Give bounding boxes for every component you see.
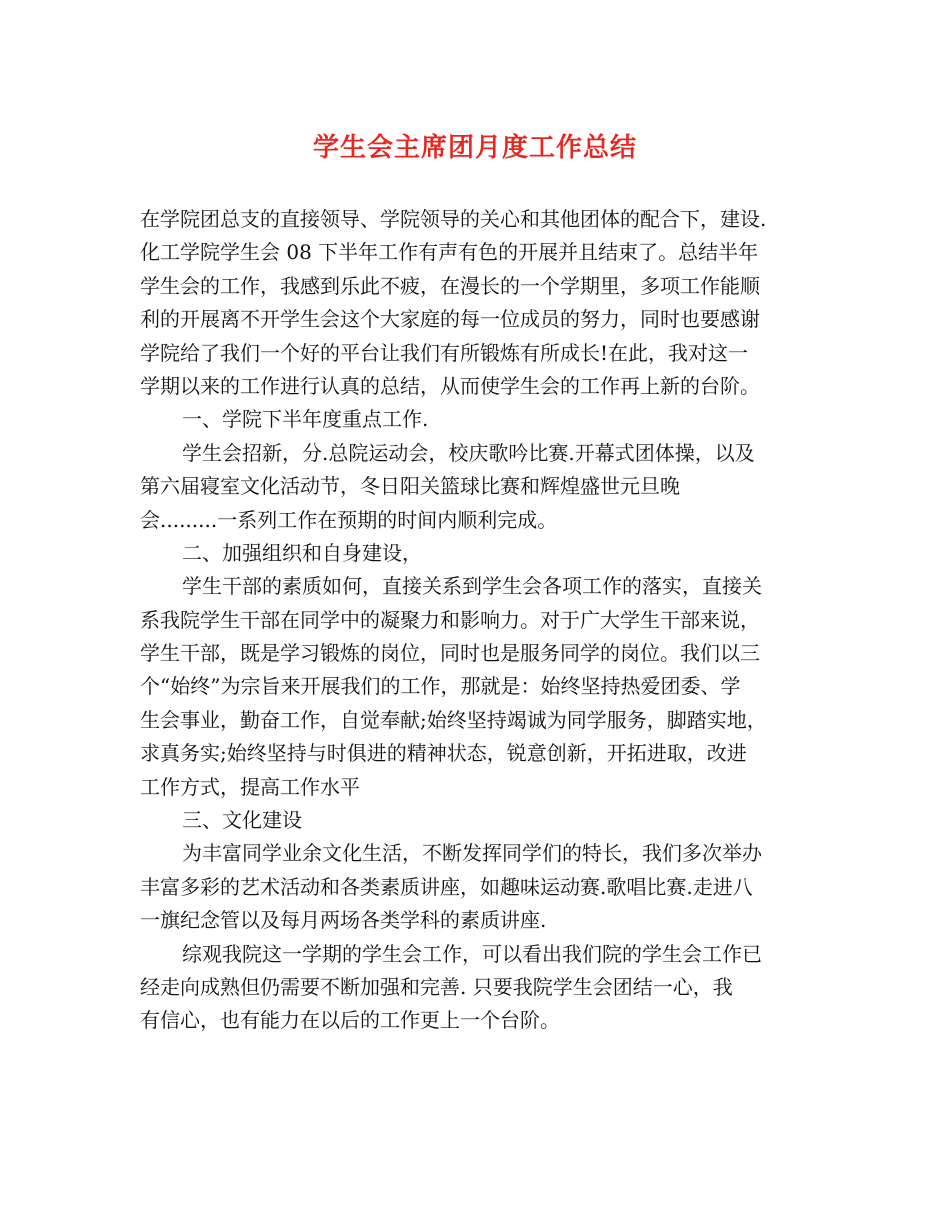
- text-line: 学期以来的工作进行认真的总结，从而使学生会的工作再上新的台阶。: [140, 373, 760, 398]
- text-line: 三、文化建设: [182, 808, 302, 833]
- page-title: 学生会主席团月度工作总结: [312, 133, 637, 163]
- text-line: 系我院学生干部在同学中的凝聚力和影响力。对于广大学生干部来说，: [140, 607, 760, 632]
- document-body: [140, 203, 830, 1038]
- text-line: 经走向成熟但仍需要不断加强和完善. 只要我院学生会团结一心，我: [140, 974, 733, 999]
- text-line: 化工学院学生会 08 下半年工作有声有色的开展并且结束了。总结半年: [140, 240, 759, 265]
- text-line: 学生干部的素质如何，直接关系到学生会各项工作的落实，直接关: [182, 574, 762, 599]
- text-line: 综观我院这一学期的学生会工作，可以看出我们院的学生会工作已: [182, 941, 762, 966]
- text-line: 第六届寝室文化活动节，冬日阳关篮球比赛和辉煌盛世元旦晚: [140, 474, 680, 499]
- text-line: 学生干部，既是学习锻炼的岗位，同时也是服务同学的岗位。我们以三: [140, 641, 760, 666]
- text-line: 一、学院下半年度重点工作.: [182, 407, 429, 432]
- text-line: 丰富多彩的艺术活动和各类素质讲座，如趣味运动赛.歌唱比赛.走进八: [140, 874, 753, 899]
- text-line: 工作方式，提高工作水平: [140, 774, 360, 799]
- text-line: 一旗纪念管以及每月两场各类学科的素质讲座.: [140, 908, 547, 933]
- text-line: 会.........一系列工作在预期的时间内顺利完成。: [140, 507, 558, 532]
- text-line: 学生会的工作，我感到乐此不疲，在漫长的一个学期里，多项工作能顺: [140, 273, 760, 298]
- text-line: 有信心，也有能力在以后的工作更上一个台阶。: [140, 1008, 560, 1033]
- text-line: 利的开展离不开学生会这个大家庭的每一位成员的努力，同时也要感谢: [140, 307, 760, 332]
- text-line: 二、加强组织和自身建设，: [182, 540, 422, 565]
- text-line: 学生会招新，分.总院运动会，校庆歌吟比赛.开幕式团体操，以及: [182, 440, 755, 465]
- text-line: 为丰富同学业余文化生活，不断发挥同学们的特长，我们多次举办: [182, 841, 762, 866]
- text-line: 生会事业，勤奋工作，自觉奉献;始终坚持竭诚为同学服务，脚踏实地，: [140, 707, 767, 732]
- text-line: 学院给了我们一个好的平台让我们有所锻炼有所成长!在此，我对这一: [140, 340, 749, 365]
- text-line: 求真务实;始终坚持与时俱进的精神状态，锐意创新，开拓进取，改进: [140, 741, 747, 766]
- text-line: 个“始终”为宗旨来开展我们的工作，那就是：始终坚持热爱团委、学: [140, 674, 741, 699]
- text-line: 在学院团总支的直接领导、学院领导的关心和其他团体的配合下，建设.: [140, 207, 767, 231]
